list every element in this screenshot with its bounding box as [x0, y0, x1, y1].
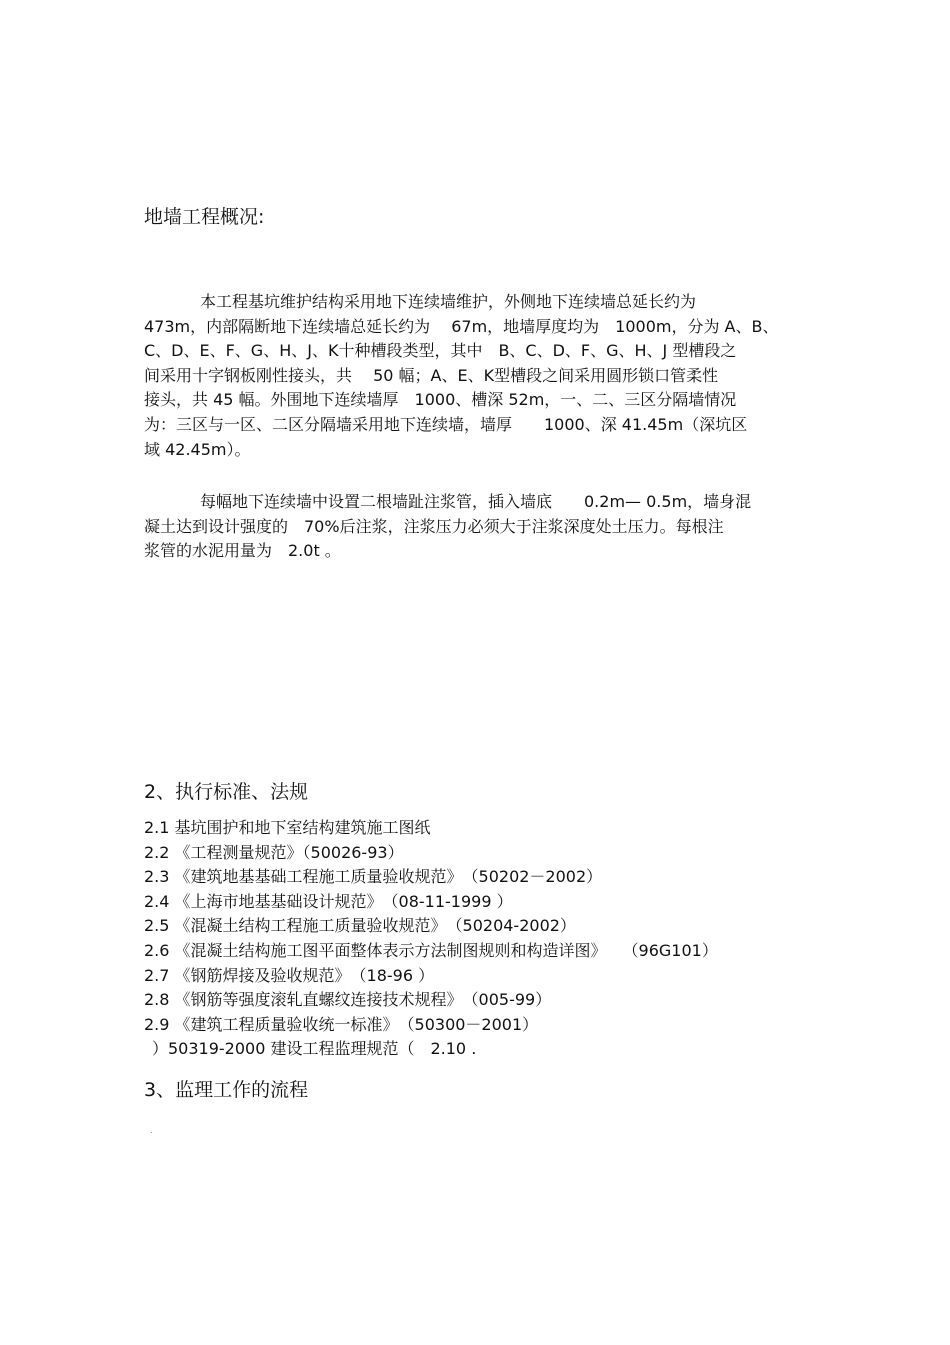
list-item: 2.2 《工程测量规范》（50026-93） [144, 842, 404, 862]
section1-paragraph1 [144, 290, 814, 462]
list-item: 2.1 基坑围护和地下室结构建筑施工图纸 [144, 818, 431, 837]
section2-title: 2、执行标准、法规 [144, 781, 309, 803]
list-item: 2.7 《钢筋焊接及验收规范》 （18-96 ） [144, 965, 435, 985]
list-item: 2.6 《混凝土结构施工图平面整体表示方法制图规则和构造详图》 （96G101） [144, 940, 718, 960]
paragraph-line: 为：三区与一区、二区分隔墙采用地下连续墙，墙厚 1000、深 41.45m（深坑区 [144, 414, 748, 434]
list-item: 2.3 《建筑地基基础工程施工质量验收规范》 （50202－2002） [144, 867, 603, 887]
list-item: 2.5 《混凝土结构工程施工质量验收规范》 （50204-2002） [144, 916, 576, 936]
list-item: 2.9 《建筑工程质量验收统一标准》 （50300－2001） [144, 1014, 539, 1034]
paragraph-line: 473m，内部隔断地下连续墙总延长约为 67m，地墙厚度均为 1000m，分为 A、B、 [144, 316, 779, 336]
paragraph-line: 凝土达到设计强度的 70%后注浆，注浆压力必须大于注浆深度处土压力。每根注 [144, 516, 724, 536]
standards-list [144, 816, 824, 1062]
paragraph-line: 间采用十字钢板刚性接头，共 50 幅；A、E、K型槽段之间采用圆形锁口管柔性 [144, 365, 719, 385]
section1-paragraph2 [144, 490, 814, 564]
paragraph-line: 每幅地下连续墙中设置二根墙趾注浆管，插入墙底 0.2m— 0.5m，墙身混 [200, 492, 752, 511]
paragraph-line: 接头，共 45 幅。外围地下连续墙厚 1000、槽深 52m，一、二、三区分隔墙情况 [144, 390, 737, 410]
list-item: ）50319-2000 建设工程监理规范（ 2.10 . [152, 1039, 477, 1059]
footer-mark: . [150, 1126, 153, 1135]
paragraph-line: 域 42.45m）。 [144, 439, 251, 459]
paragraph-line: 本工程基坑维护结构采用地下连续墙维护，外侧地下连续墙总延长约为 [200, 292, 697, 311]
paragraph-line: 浆管的水泥用量为 2.0t 。 [144, 541, 341, 561]
paragraph-line: C、D、E、F、G、H、J、K十种槽段类型，其中 B、C、D、F、G、H、J 型槽段之 [144, 341, 737, 361]
section3-title: 3、监理工作的流程 [144, 1079, 309, 1101]
section1-title: 地墙工程概况: [144, 206, 265, 228]
list-item: 2.8 《钢筋等强度滚轧直螺纹连接技术规程》 （005-99） [144, 990, 552, 1010]
list-item: 2.4 《上海市地基基础设计规范》 （08-11-1999 ） [144, 891, 513, 911]
